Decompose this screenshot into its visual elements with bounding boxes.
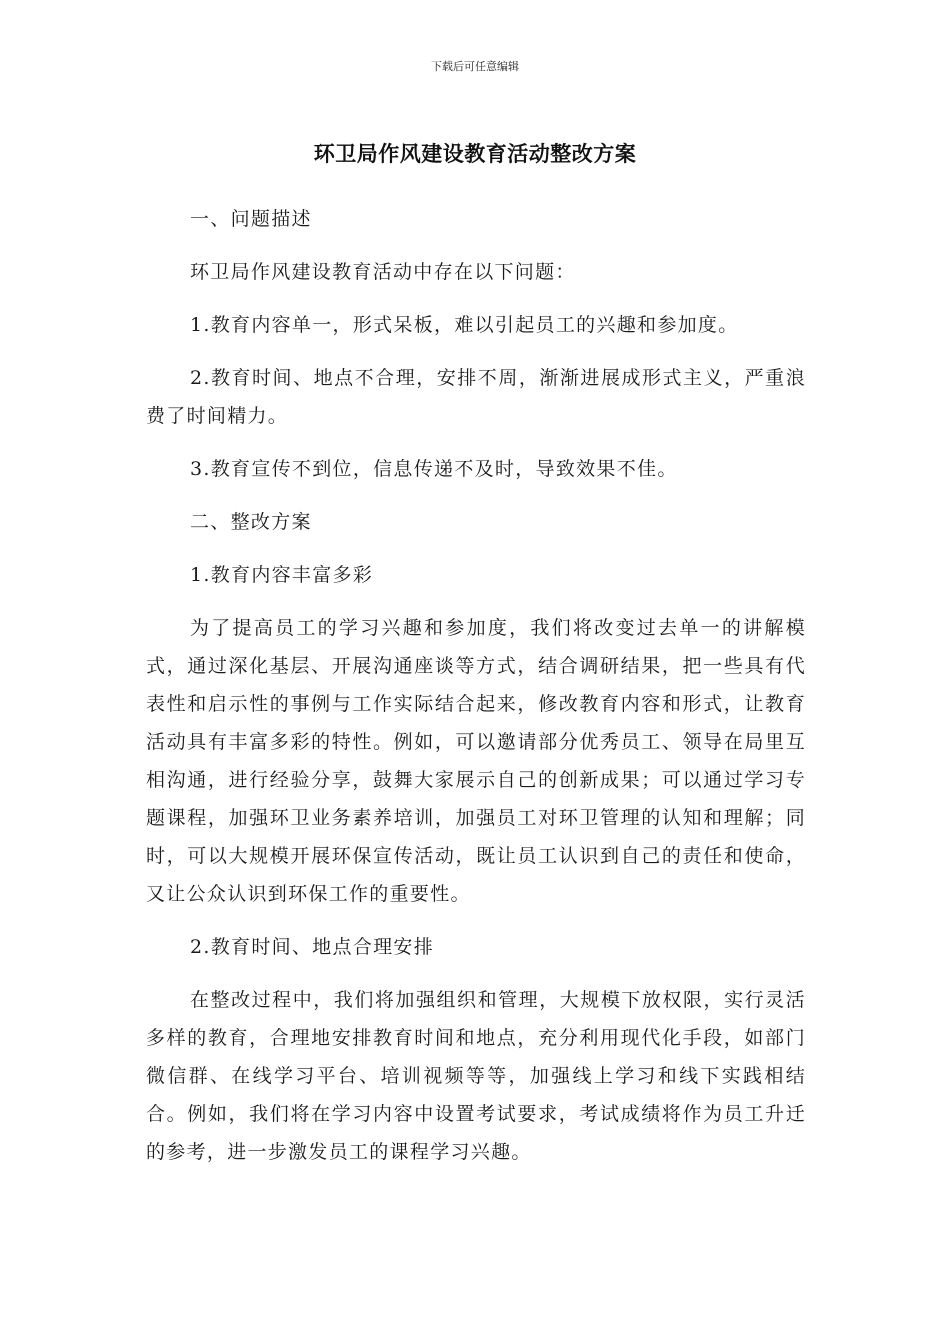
- document-body: [146, 200, 806, 1186]
- problem-item-3: 3.教育宣传不到位，信息传递不及时，导致效果不佳。: [190, 458, 678, 480]
- plan-body-2: 在整改过程中，我们将加强组织和管理，大规模下放权限，实行灵活多样的教育，合理地安排教育时间和地点，充分利用现代化手段，如部门微信群、在线学习平台、培训视频等等，加强线上学习和线下实践相结合。例如，我们将在学习内容中设置考试要求，考试成绩将作为员工升迁的参考，进一步激发员工的课程学习兴趣。: [146, 989, 806, 1163]
- problem-item-2: 2.教育时间、地点不合理，安排不周，渐渐进展成形式主义，严重浪费了时间精力。: [146, 367, 806, 427]
- plan-body-1: 为了提高员工的学习兴趣和参加度，我们将改变过去单一的讲解模式，通过深化基层、开展沟通座谈等方式，结合调研结果，把一些具有代表性和启示性的事例与工作实际结合起来，修改教育内容和形式，让教育活动具有丰富多彩的特性。例如，可以邀请部分优秀员工、领导在局里互相沟通，进行经验分享，鼓舞大家展示自己的创新成果；可以通过学习专题课程，加强环卫业务素养培训，加强员工对环卫管理的认知和理解；同时，可以大规模开展环保宣传活动，既让员工认识到自己的责任和使命，又让公众认识到环保工作的重要性。: [146, 617, 806, 905]
- problem-intro: 环卫局作风建设教育活动中存在以下问题：: [190, 261, 576, 283]
- problem-item-1: 1.教育内容单一，形式呆板，难以引起员工的兴趣和参加度。: [190, 314, 739, 336]
- page-header-note: 下载后可任意编辑: [431, 60, 519, 73]
- document-title: 环卫局作风建设教育活动整改方案: [313, 142, 637, 166]
- plan-subheading-1: 1.教育内容丰富多彩: [190, 564, 374, 586]
- section-heading-plan: 二、整改方案: [190, 511, 312, 533]
- plan-subheading-2: 2.教育时间、地点合理安排: [190, 936, 435, 958]
- section-heading-problem: 一、问题描述: [190, 208, 312, 230]
